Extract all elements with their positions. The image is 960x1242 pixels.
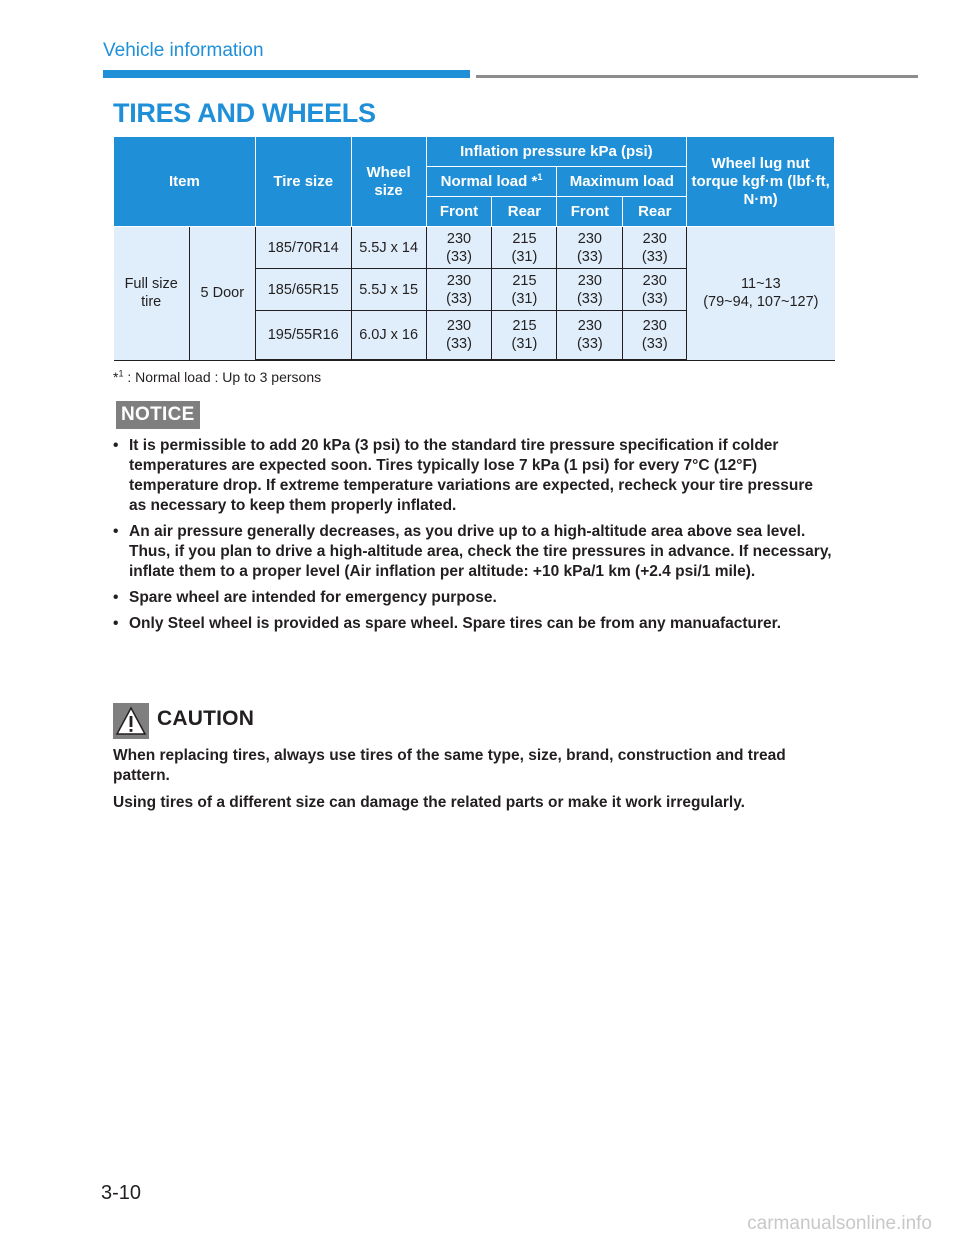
header-lug-nut-torque: Wheel lug nut torque kgf·m (lbf·ft, N·m) — [687, 137, 835, 227]
caution-paragraph: Using tires of a different size can damage the related parts or make it work irregularly. — [113, 794, 745, 811]
header-item: Item — [114, 137, 256, 227]
torque-cell: 11~13 (79~94, 107~127) — [687, 227, 835, 361]
caution-body — [113, 746, 833, 820]
tire-spec-table — [113, 136, 835, 361]
group-cell: Full size tire — [114, 227, 190, 361]
header-normal-front: Front — [426, 197, 492, 227]
normal-front-cell: 230 (33) — [426, 227, 492, 269]
max-front-cell: 230 (33) — [557, 269, 623, 311]
wheel-size-cell: 5.5J x 14 — [351, 227, 426, 269]
max-rear-cell: 230 (33) — [623, 269, 687, 311]
list-item: • Only Steel wheel is provided as spare wheel. Spare tires can be from any manuafacturer. — [113, 615, 782, 632]
normal-rear-cell: 215 (31) — [492, 311, 557, 361]
normal-rear-cell: 215 (31) — [492, 227, 557, 269]
tire-size-cell: 185/65R15 — [255, 269, 351, 311]
wheel-size-cell: 6.0J x 16 — [351, 311, 426, 361]
notice-badge: NOTICE — [116, 401, 200, 429]
list-item: • It is permissible to add 20 kPa (3 psi) to the standard tire pressure specification if colder temperatures are expected soon. Tires typically lose 7 kPa (1 psi) for every 7°C (12°F) temperature drop. If extreme temperature variations are expected, recheck your tire pressure as necessary to keep them properly inflated. — [113, 437, 814, 514]
max-front-cell: 230 (33) — [557, 227, 623, 269]
subgroup-cell: 5 Door — [189, 227, 255, 361]
page-number: 3-10 — [101, 1182, 142, 1204]
tire-size-cell: 185/70R14 — [255, 227, 351, 269]
caution-title: CAUTION — [157, 707, 255, 730]
header-wheel-size: Wheel size — [351, 137, 426, 227]
section-header: Vehicle information — [103, 40, 264, 61]
normal-rear-cell: 215 (31) — [492, 269, 557, 311]
max-rear-cell: 230 (33) — [623, 227, 687, 269]
max-rear-cell: 230 (33) — [623, 311, 687, 361]
header-accent-bar — [103, 70, 470, 78]
header-maximum-load: Maximum load — [557, 167, 687, 197]
list-item: • Spare wheel are intended for emergency purpose. — [113, 589, 497, 606]
caution-paragraph: When replacing tires, always use tires of the same type, size, brand, construction and tread pattern. — [113, 747, 786, 784]
wheel-size-cell: 5.5J x 15 — [351, 269, 426, 311]
normal-front-cell: 230 (33) — [426, 311, 492, 361]
watermark: carmanualsonline.info — [747, 1213, 932, 1234]
header-inflation-pressure: Inflation pressure kPa (psi) — [426, 137, 687, 167]
page-title: TIRES AND WHEELS — [113, 98, 376, 128]
header-rule — [476, 75, 918, 78]
list-item: • An air pressure generally decreases, as you drive up to a high-altitude area above sea level. Thus, if you plan to drive a high-altitude area, check the tire pressures in advance. If necessary, inflate them to a proper level (Air inflation per altitude: +10 kPa/1 km (+2.4 psi/1 mile). — [113, 523, 832, 580]
table-footnote: *$^1$ : Normal load : Up to 3 persons — [113, 368, 322, 385]
tire-size-cell: 195/55R16 — [255, 311, 351, 361]
normal-front-cell: 230 (33) — [426, 269, 492, 311]
notice-list — [113, 436, 833, 640]
header-normal-rear: Rear — [492, 197, 557, 227]
header-max-front: Front — [557, 197, 623, 227]
header-normal-load: Normal load *$^1$ — [426, 167, 557, 197]
header-max-rear: Rear — [623, 197, 687, 227]
header-tire-size: Tire size — [255, 137, 351, 227]
warning-triangle-icon — [113, 703, 149, 739]
table-row — [114, 227, 835, 269]
max-front-cell: 230 (33) — [557, 311, 623, 361]
